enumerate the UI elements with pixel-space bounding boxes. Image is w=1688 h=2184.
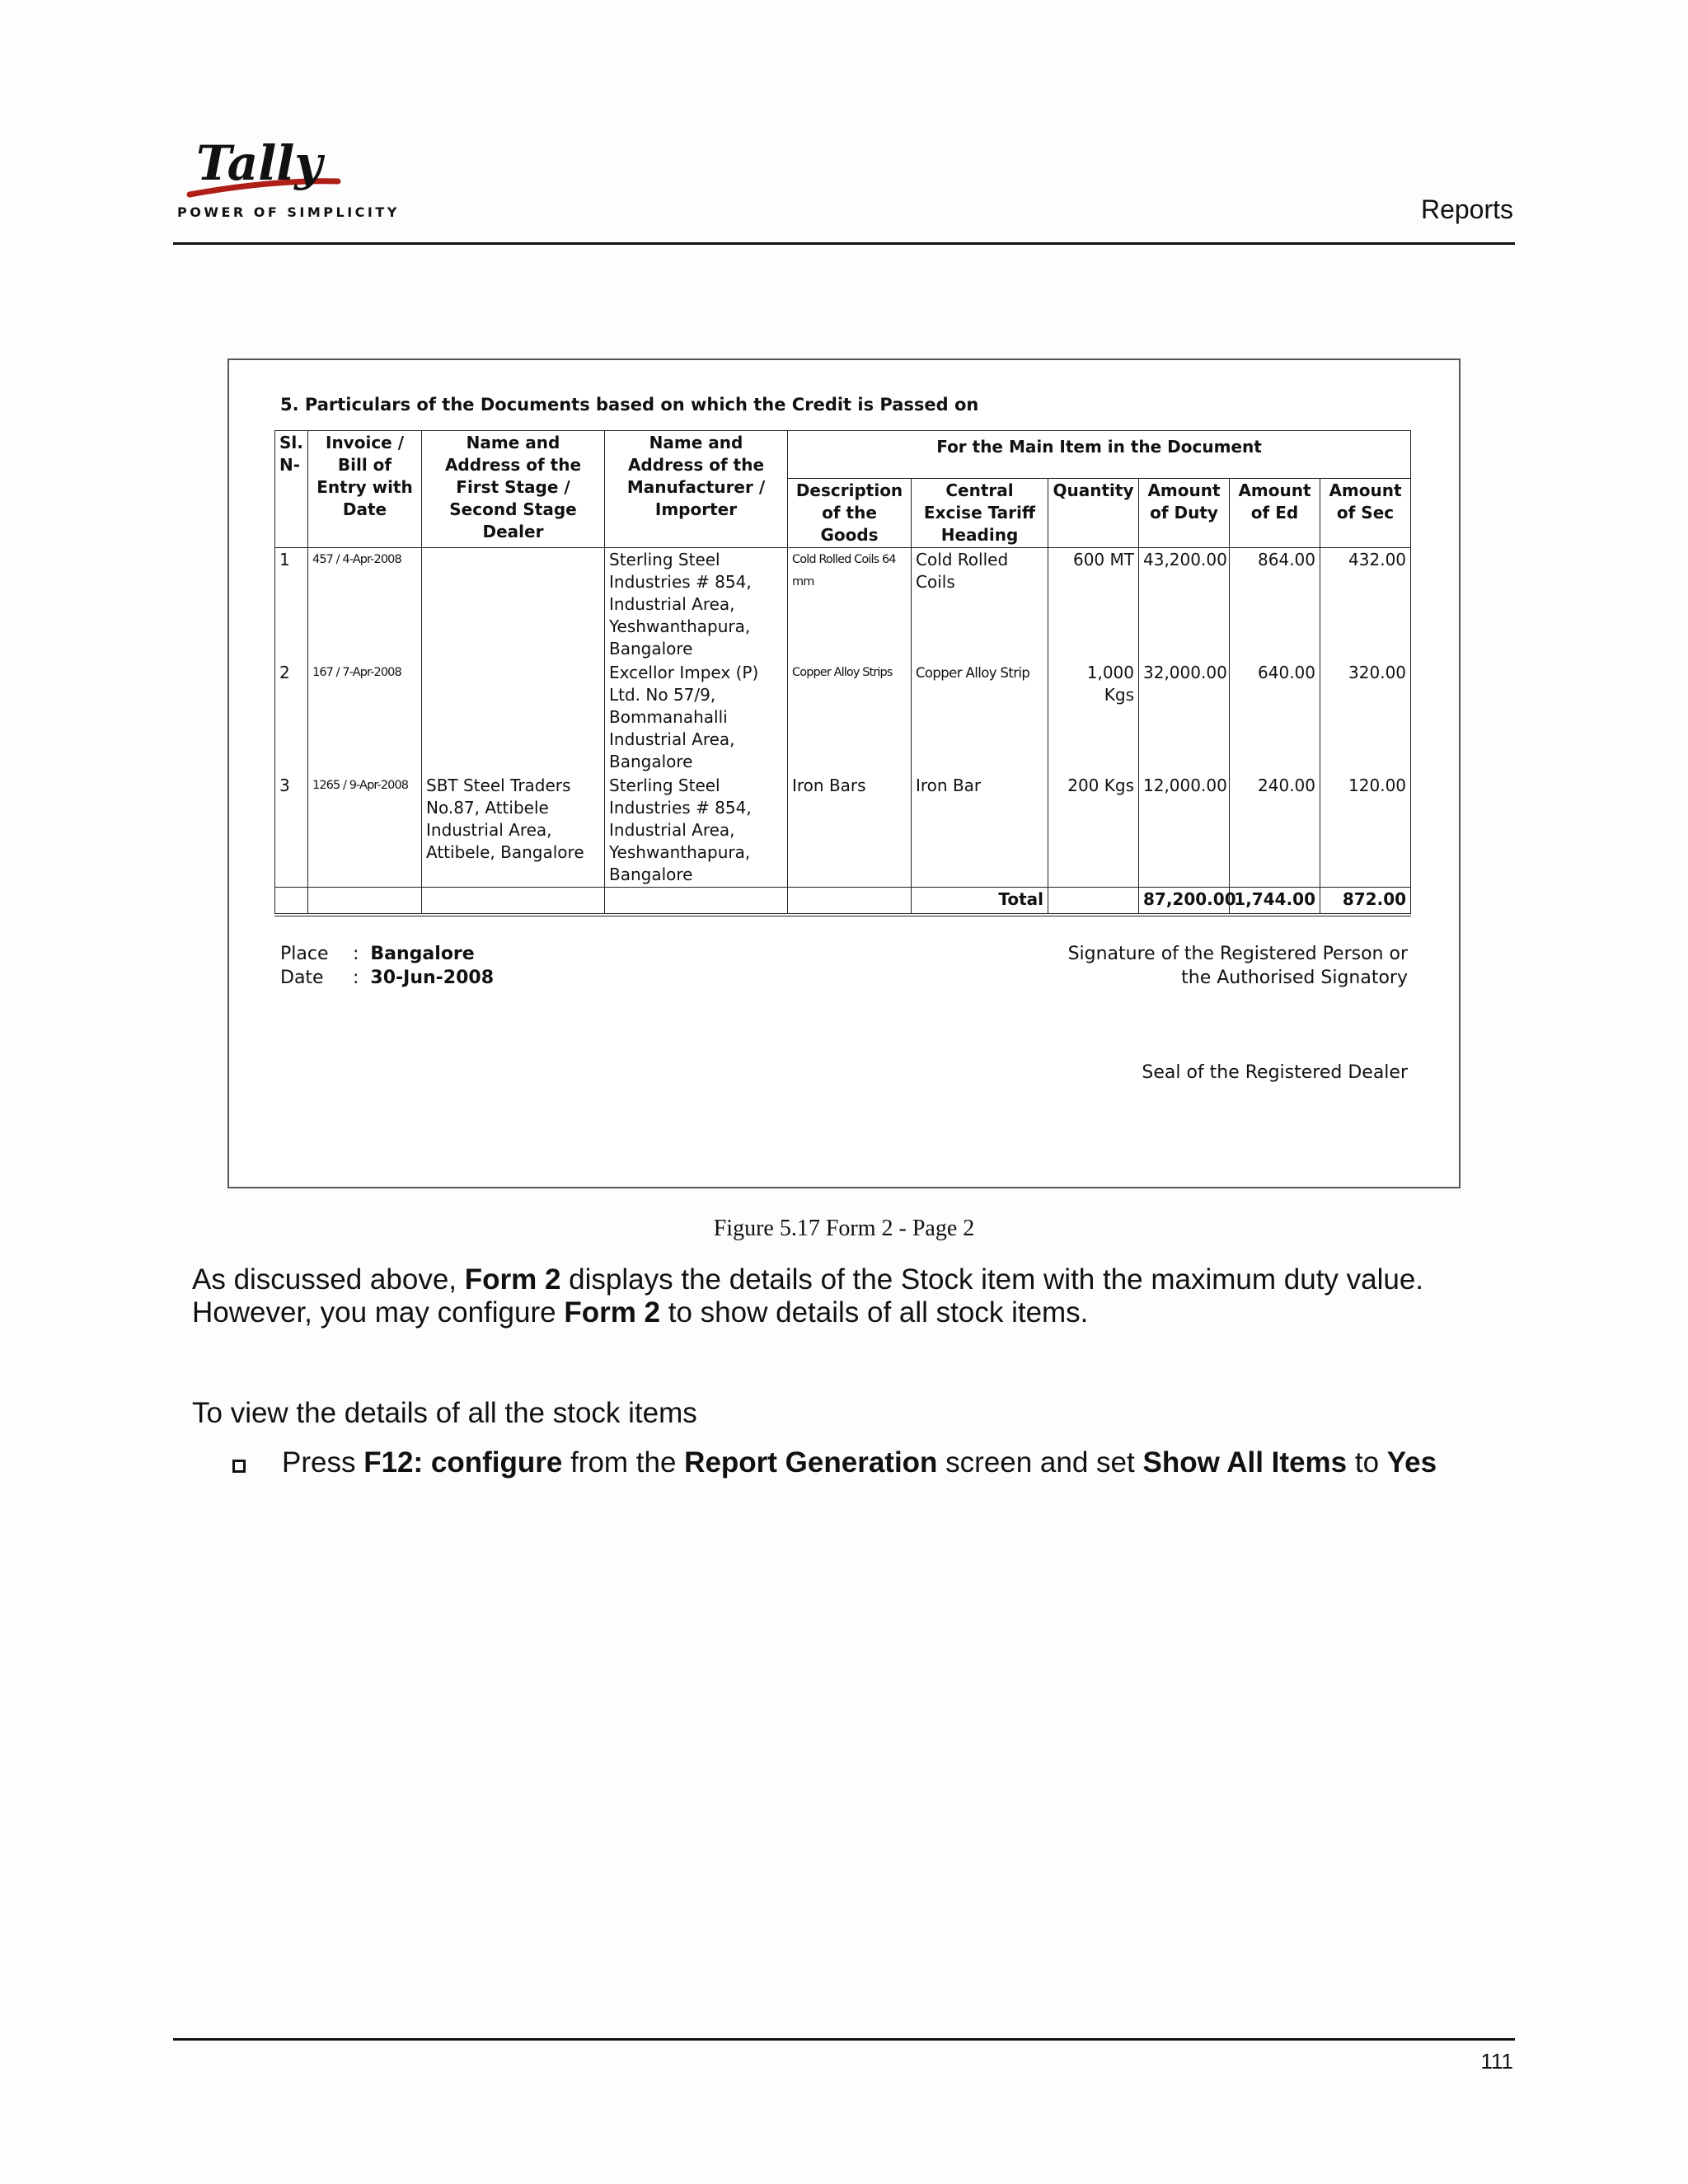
- row-sec: 320.00: [1320, 661, 1411, 774]
- row-sl: 1: [275, 548, 308, 662]
- row-ed: 640.00: [1230, 661, 1320, 774]
- row-first-stage: SBT Steel Traders No.87, Attibele Industrial Area, Attibele, Bangalore: [422, 774, 605, 888]
- col-first-stage: Name and Address of the First Stage / Second Stage Dealer: [422, 431, 605, 548]
- bold-form2: Form 2: [464, 1263, 561, 1296]
- row-sl: 3: [275, 774, 308, 888]
- page-number: 111: [1480, 2049, 1513, 2074]
- row-manufacturer: Sterling Steel Industries # 854, Industrial Area, Yeshwanthapura, Bangalore: [605, 774, 788, 888]
- row-quantity: 200 Kgs: [1048, 774, 1139, 888]
- place-label: Place: [280, 944, 329, 964]
- total-ed: 1,744.00: [1230, 888, 1320, 916]
- row-quantity: 1,000 Kgs: [1048, 661, 1139, 774]
- col-invoice: Invoice / Bill of Entry with Date: [308, 431, 422, 548]
- figure-caption: Figure 5.17 Form 2 - Page 2: [713, 1216, 975, 1241]
- col-description: Description of the Goods: [788, 479, 912, 548]
- col-manufacturer: Name and Address of the Manufacturer / Importer: [605, 431, 788, 548]
- date-value: 30-Jun-2008: [370, 968, 495, 988]
- table-row: [275, 774, 1411, 888]
- signature-line-1: Signature of the Registered Person or: [1067, 944, 1408, 964]
- footer-rule: [173, 2038, 1515, 2041]
- col-sec: Amount of Sec: [1320, 479, 1411, 548]
- row-description: Iron Bars: [788, 774, 912, 888]
- header-rule: [173, 242, 1515, 245]
- row-ed: 864.00: [1230, 548, 1320, 662]
- row-invoice: 457 / 4-Apr-2008: [308, 548, 422, 662]
- row-manufacturer: Sterling Steel Industries # 854, Industrial Area, Yeshwanthapura, Bangalore: [605, 548, 788, 662]
- row-duty: 32,000.00: [1139, 661, 1230, 774]
- row-quantity: 600 MT: [1048, 548, 1139, 662]
- row-first-stage: [422, 548, 605, 662]
- row-duty: 12,000.00: [1139, 774, 1230, 888]
- col-sl: Sl. N-: [275, 431, 308, 548]
- row-ed: 240.00: [1230, 774, 1320, 888]
- form-section-heading: 5. Particulars of the Documents based on which the Credit is Passed on: [280, 395, 979, 415]
- row-duty: 43,200.00: [1139, 548, 1230, 662]
- total-duty: 87,200.00: [1139, 888, 1230, 916]
- row-sl: 2: [275, 661, 308, 774]
- form2-screenshot: [227, 359, 1461, 1188]
- row-first-stage: [422, 661, 605, 774]
- row-invoice: 167 / 7-Apr-2008: [308, 661, 422, 774]
- instructions-intro: To view the details of all the stock items: [192, 1397, 697, 1429]
- row-manufacturer: Excellor Impex (P) Ltd. No 57/9, Bommanahalli Industrial Area, Bangalore: [605, 661, 788, 774]
- col-tariff: Central Excise Tariff Heading: [912, 479, 1048, 548]
- col-quantity: Quantity: [1048, 479, 1139, 548]
- col-main-item: For the Main Item in the Document: [788, 431, 1411, 479]
- logo-text: Tally: [196, 135, 322, 191]
- row-description: Copper Alloy Strips: [788, 661, 912, 774]
- total-sec: 872.00: [1320, 888, 1411, 916]
- row-tariff: Cold Rolled Coils: [912, 548, 1048, 662]
- row-invoice: 1265 / 9-Apr-2008: [308, 774, 422, 888]
- body-paragraph: As discussed above, Form 2 displays the details of the Stock item with the maximum duty value. However, you may configure Form 2 to show details of all stock items.: [192, 1263, 1424, 1329]
- place-value: Bangalore: [370, 944, 475, 964]
- row-description: Cold Rolled Coils 64 mm: [788, 548, 912, 662]
- square-bullet-icon: [232, 1460, 246, 1473]
- total-label: Total: [912, 888, 1048, 916]
- row-tariff: Copper Alloy Strip: [912, 661, 1048, 774]
- total-row: [275, 888, 1411, 916]
- row-sec: 120.00: [1320, 774, 1411, 888]
- logo-tagline: POWER OF SIMPLICITY: [177, 204, 400, 220]
- bold-form2-second: Form 2: [564, 1296, 661, 1329]
- col-duty: Amount of Duty: [1139, 479, 1230, 548]
- table-row: [275, 548, 1411, 662]
- row-sec: 432.00: [1320, 548, 1411, 662]
- particulars-table: [274, 430, 1411, 916]
- signature-block: [1068, 942, 1408, 990]
- place-date-block: Place : Bangalore Date : 30-Jun-2008: [280, 944, 495, 988]
- col-ed: Amount of Ed: [1230, 479, 1320, 548]
- date-label: Date: [280, 968, 324, 988]
- section-title: Reports: [1420, 194, 1513, 224]
- row-tariff: Iron Bar: [912, 774, 1048, 888]
- seal-text: Seal of the Registered Dealer: [1142, 1062, 1408, 1083]
- signature-line-2: the Authorised Signatory: [1181, 968, 1408, 988]
- table-row: [275, 661, 1411, 774]
